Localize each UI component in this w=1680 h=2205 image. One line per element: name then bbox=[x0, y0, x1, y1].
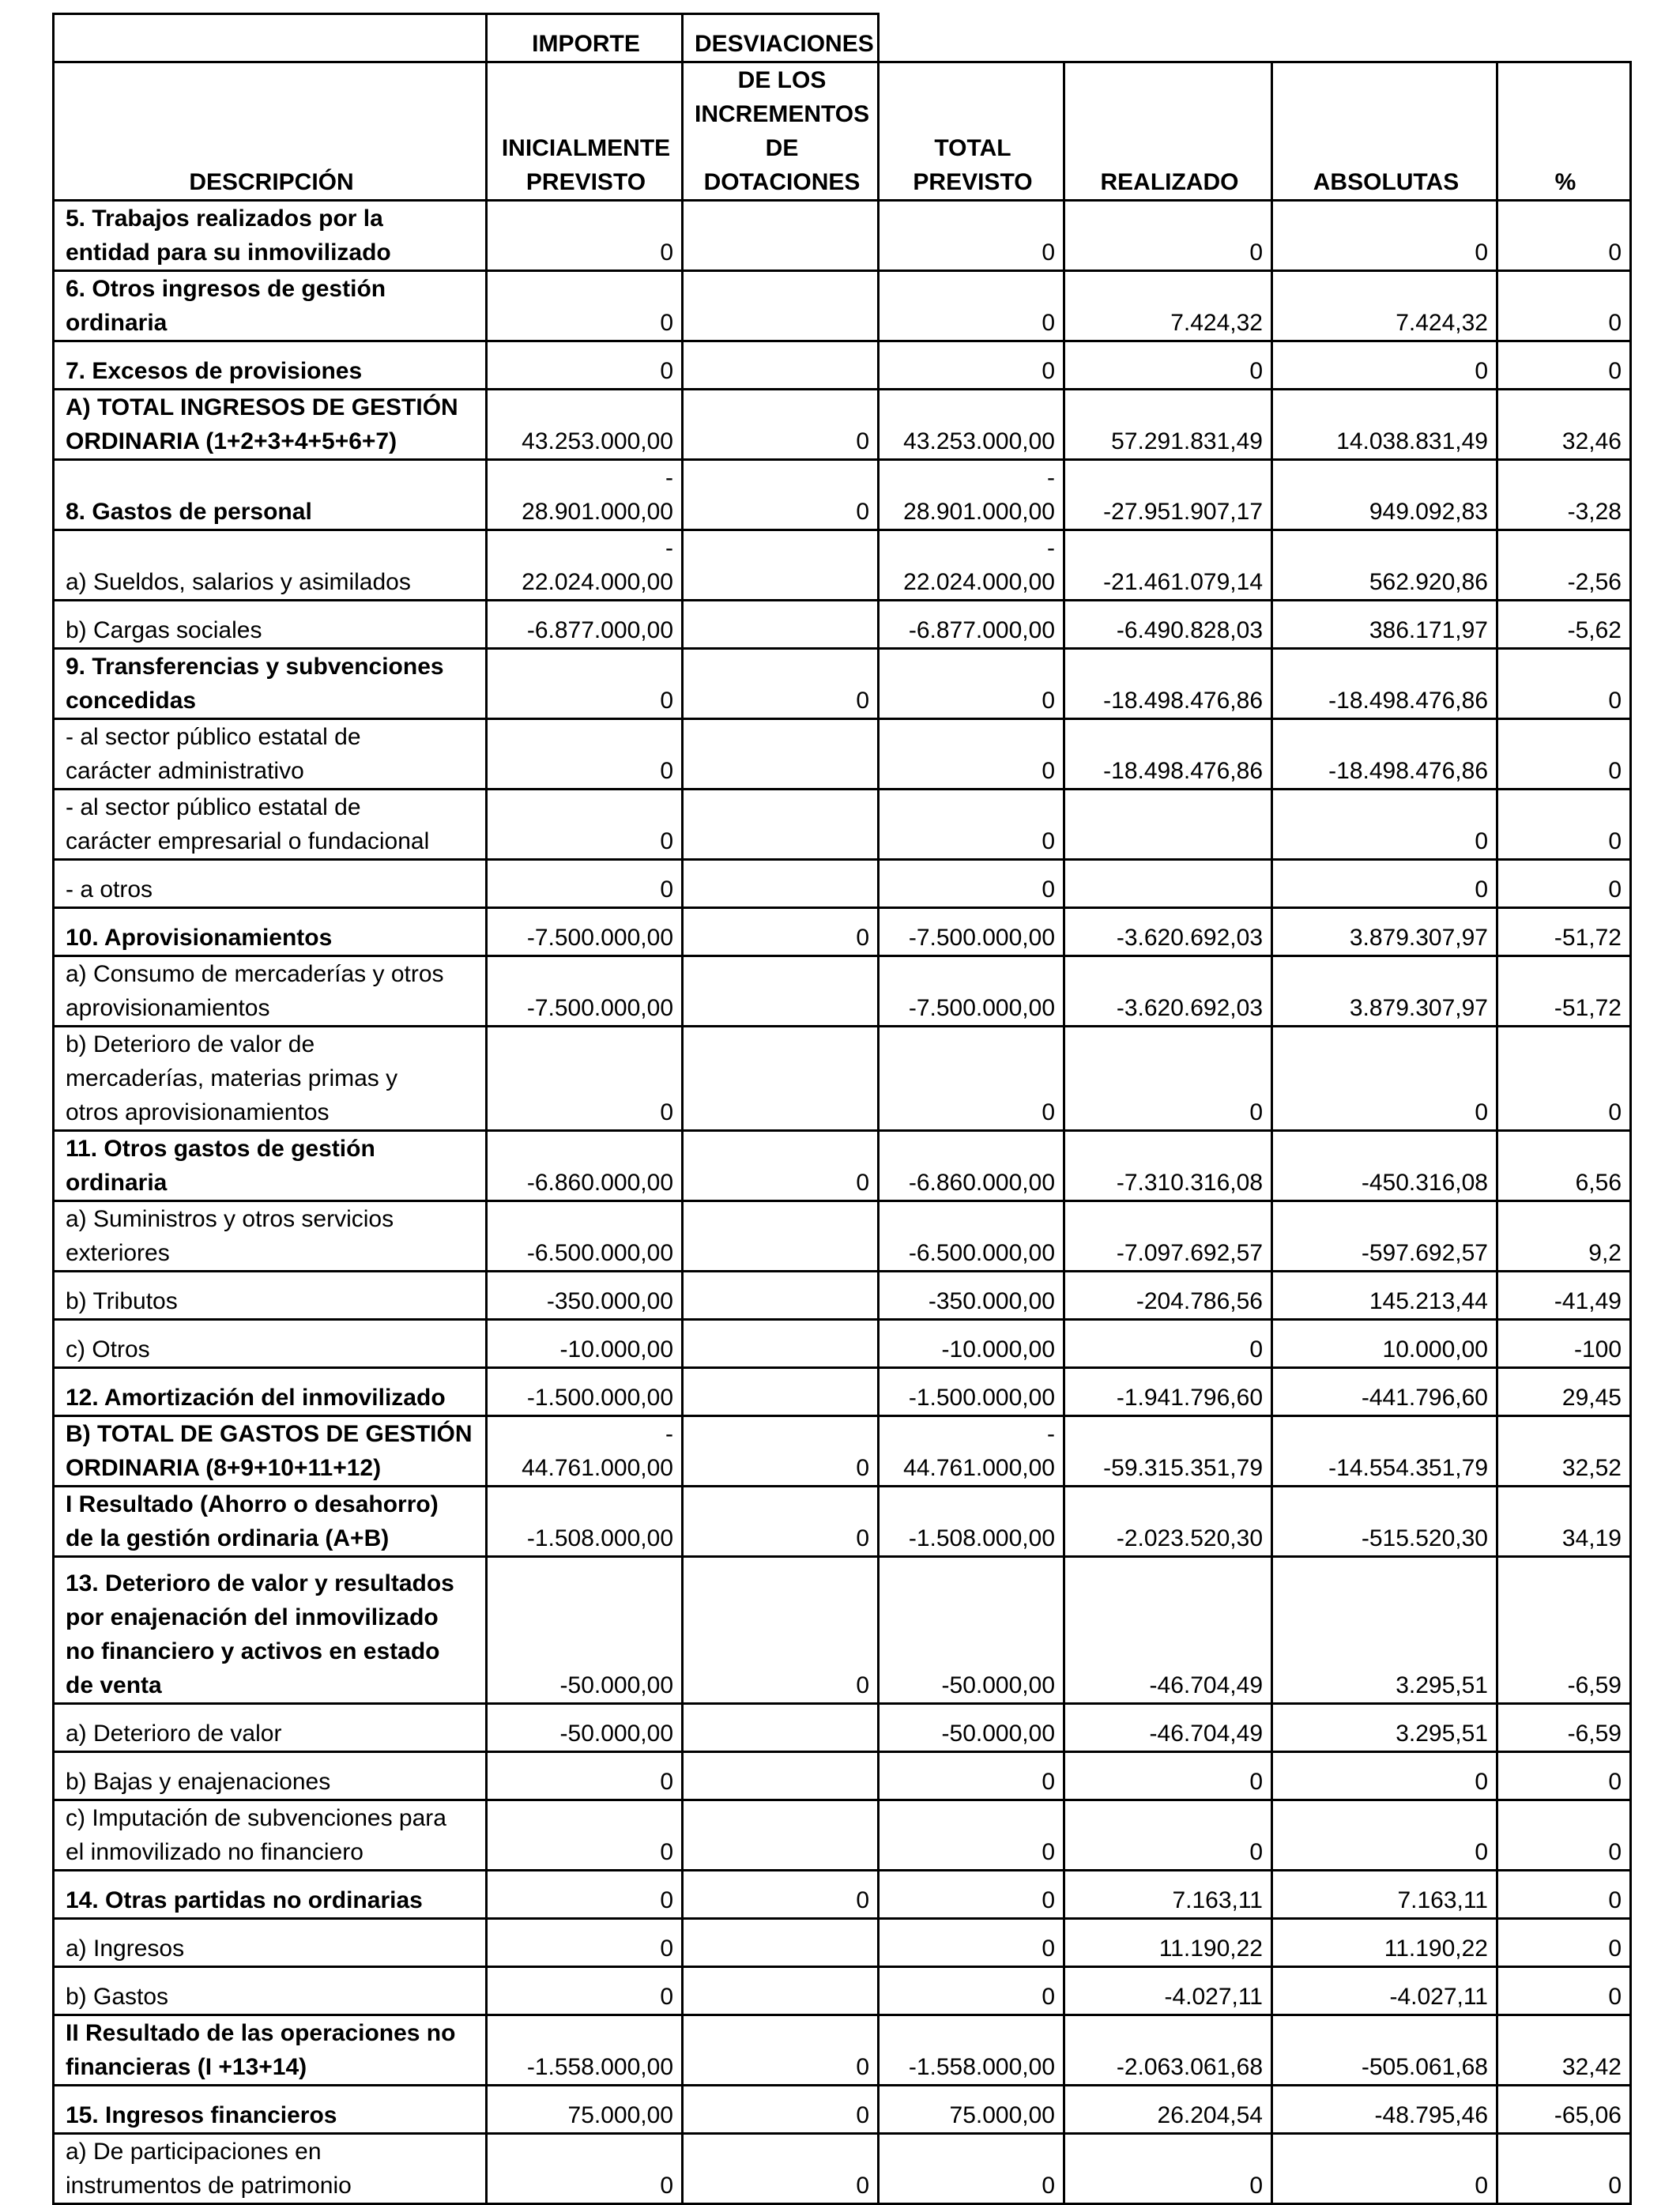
cell-realizado: -59.315.351,79 bbox=[1064, 1416, 1272, 1487]
cell-realizado: -4.027,11 bbox=[1064, 1967, 1272, 2015]
cell-realizado: 11.190,22 bbox=[1064, 1919, 1272, 1967]
cell-absolutas: -18.498.476,86 bbox=[1272, 719, 1497, 790]
cell-realizado: 7.424,32 bbox=[1064, 271, 1272, 341]
cell-absolutas: -48.795,46 bbox=[1272, 2086, 1497, 2134]
cell-incrementos-dotaciones: 0 bbox=[683, 1131, 879, 1201]
cell-total-previsto: - 28.901.000,00 bbox=[879, 460, 1064, 530]
cell-total-previsto: -50.000,00 bbox=[879, 1704, 1064, 1752]
cell-absolutas: 7.424,32 bbox=[1272, 271, 1497, 341]
budget-table bbox=[52, 13, 1632, 2205]
header-porcentaje: % bbox=[1497, 62, 1631, 201]
cell-total-previsto: -1.558.000,00 bbox=[879, 2015, 1064, 2086]
cell-total-previsto: 0 bbox=[879, 201, 1064, 271]
header-realizado: REALIZADO bbox=[1064, 62, 1272, 201]
cell-total-previsto: - 22.024.000,00 bbox=[879, 530, 1064, 601]
cell-incrementos-dotaciones bbox=[683, 1027, 879, 1131]
cell-inicialmente-previsto: - 28.901.000,00 bbox=[487, 460, 683, 530]
cell-descripcion: a) De participaciones en instrumentos de patrimonio bbox=[54, 2134, 487, 2204]
cell-descripcion: a) Sueldos, salarios y asimilados bbox=[54, 530, 487, 601]
cell-descripcion: - al sector público estatal de carácter empresarial o fundacional bbox=[54, 790, 487, 860]
cell-inicialmente-previsto: -1.500.000,00 bbox=[487, 1368, 683, 1416]
cell-descripcion: a) Ingresos bbox=[54, 1919, 487, 1967]
cell-inicialmente-previsto: 0 bbox=[487, 1967, 683, 2015]
cell-incrementos-dotaciones bbox=[683, 271, 879, 341]
cell-porcentaje: 29,45 bbox=[1497, 1368, 1631, 1416]
cell-porcentaje: 0 bbox=[1497, 860, 1631, 908]
cell-realizado: 0 bbox=[1064, 341, 1272, 390]
cell-total-previsto: 75.000,00 bbox=[879, 2086, 1064, 2134]
table-row bbox=[54, 1027, 1631, 1131]
cell-total-previsto: - 44.761.000,00 bbox=[879, 1416, 1064, 1487]
cell-descripcion: - a otros bbox=[54, 860, 487, 908]
cell-incrementos-dotaciones: 0 bbox=[683, 2015, 879, 2086]
cell-inicialmente-previsto: -50.000,00 bbox=[487, 1557, 683, 1704]
cell-total-previsto: -6.500.000,00 bbox=[879, 1201, 1064, 1272]
cell-absolutas: 145.213,44 bbox=[1272, 1272, 1497, 1320]
cell-descripcion: a) Deterioro de valor bbox=[54, 1704, 487, 1752]
cell-total-previsto: -6.860.000,00 bbox=[879, 1131, 1064, 1201]
cell-realizado: -21.461.079,14 bbox=[1064, 530, 1272, 601]
cell-descripcion: b) Deterioro de valor de mercaderías, materias primas y otros aprovisionamientos bbox=[54, 1027, 487, 1131]
cell-descripcion: II Resultado de las operaciones no financieras (I +13+14) bbox=[54, 2015, 487, 2086]
cell-absolutas: 949.092,83 bbox=[1272, 460, 1497, 530]
cell-absolutas: -18.498.476,86 bbox=[1272, 649, 1497, 719]
cell-incrementos-dotaciones: 0 bbox=[683, 460, 879, 530]
table-row bbox=[54, 1557, 1631, 1704]
table-row bbox=[54, 1131, 1631, 1201]
cell-porcentaje: 0 bbox=[1497, 1919, 1631, 1967]
cell-incrementos-dotaciones bbox=[683, 719, 879, 790]
cell-porcentaje: 0 bbox=[1497, 1027, 1631, 1131]
cell-absolutas: 3.295,51 bbox=[1272, 1704, 1497, 1752]
cell-descripcion: 9. Transferencias y subvenciones concedidas bbox=[54, 649, 487, 719]
header-incrementos-dotaciones: DE LOS INCREMENTOS DE DOTACIONES bbox=[683, 62, 879, 201]
cell-porcentaje: 0 bbox=[1497, 1752, 1631, 1800]
cell-porcentaje: -51,72 bbox=[1497, 908, 1631, 956]
cell-total-previsto: 0 bbox=[879, 860, 1064, 908]
header-descripcion: DESCRIPCIÓN bbox=[54, 62, 487, 201]
cell-descripcion: b) Cargas sociales bbox=[54, 601, 487, 649]
table-row bbox=[54, 2086, 1631, 2134]
cell-incrementos-dotaciones: 0 bbox=[683, 649, 879, 719]
cell-inicialmente-previsto: -7.500.000,00 bbox=[487, 908, 683, 956]
cell-absolutas: 0 bbox=[1272, 1800, 1497, 1871]
cell-descripcion: A) TOTAL INGRESOS DE GESTIÓN ORDINARIA (1+2+3+4+5+6+7) bbox=[54, 390, 487, 460]
cell-inicialmente-previsto: -350.000,00 bbox=[487, 1272, 683, 1320]
cell-inicialmente-previsto: 0 bbox=[487, 649, 683, 719]
cell-descripcion: c) Otros bbox=[54, 1320, 487, 1368]
table-row bbox=[54, 860, 1631, 908]
cell-porcentaje: -65,06 bbox=[1497, 2086, 1631, 2134]
cell-realizado: -27.951.907,17 bbox=[1064, 460, 1272, 530]
table-row bbox=[54, 601, 1631, 649]
table-row bbox=[54, 956, 1631, 1027]
table-row bbox=[54, 1752, 1631, 1800]
cell-total-previsto: 0 bbox=[879, 2134, 1064, 2204]
cell-absolutas: 14.038.831,49 bbox=[1272, 390, 1497, 460]
table-row bbox=[54, 2015, 1631, 2086]
header-blank bbox=[879, 14, 1631, 62]
cell-descripcion: a) Consumo de mercaderías y otros aprovisionamientos bbox=[54, 956, 487, 1027]
cell-descripcion: 11. Otros gastos de gestión ordinaria bbox=[54, 1131, 487, 1201]
cell-absolutas: 0 bbox=[1272, 1027, 1497, 1131]
cell-descripcion: 8. Gastos de personal bbox=[54, 460, 487, 530]
cell-realizado: -2.023.520,30 bbox=[1064, 1487, 1272, 1557]
cell-realizado: -3.620.692,03 bbox=[1064, 908, 1272, 956]
cell-incrementos-dotaciones: 0 bbox=[683, 1416, 879, 1487]
cell-total-previsto: 0 bbox=[879, 271, 1064, 341]
header-inicialmente-previsto: INICIALMENTE PREVISTO bbox=[487, 62, 683, 201]
cell-realizado: 0 bbox=[1064, 2134, 1272, 2204]
cell-porcentaje: 0 bbox=[1497, 1871, 1631, 1919]
cell-descripcion: B) TOTAL DE GASTOS DE GESTIÓN ORDINARIA (8+9+10+11+12) bbox=[54, 1416, 487, 1487]
cell-descripcion: - al sector público estatal de carácter administrativo bbox=[54, 719, 487, 790]
cell-porcentaje: -41,49 bbox=[1497, 1272, 1631, 1320]
table-row bbox=[54, 1704, 1631, 1752]
cell-realizado: 57.291.831,49 bbox=[1064, 390, 1272, 460]
cell-descripcion: 12. Amortización del inmovilizado bbox=[54, 1368, 487, 1416]
header-row bbox=[54, 62, 1631, 201]
cell-descripcion: 5. Trabajos realizados por la entidad para su inmovilizado bbox=[54, 201, 487, 271]
cell-inicialmente-previsto: 43.253.000,00 bbox=[487, 390, 683, 460]
cell-porcentaje: 32,42 bbox=[1497, 2015, 1631, 2086]
cell-porcentaje: 0 bbox=[1497, 1800, 1631, 1871]
cell-porcentaje: 0 bbox=[1497, 790, 1631, 860]
cell-absolutas: 0 bbox=[1272, 790, 1497, 860]
cell-absolutas: 0 bbox=[1272, 201, 1497, 271]
cell-absolutas: 0 bbox=[1272, 1752, 1497, 1800]
cell-incrementos-dotaciones bbox=[683, 860, 879, 908]
table-row bbox=[54, 1201, 1631, 1272]
cell-porcentaje: 0 bbox=[1497, 2134, 1631, 2204]
cell-inicialmente-previsto: 0 bbox=[487, 1871, 683, 1919]
cell-inicialmente-previsto: 0 bbox=[487, 790, 683, 860]
cell-porcentaje: -3,28 bbox=[1497, 460, 1631, 530]
cell-realizado bbox=[1064, 860, 1272, 908]
cell-realizado: -3.620.692,03 bbox=[1064, 956, 1272, 1027]
cell-porcentaje: 0 bbox=[1497, 271, 1631, 341]
table-row bbox=[54, 271, 1631, 341]
cell-absolutas: 0 bbox=[1272, 341, 1497, 390]
cell-descripcion: I Resultado (Ahorro o desahorro) de la gestión ordinaria (A+B) bbox=[54, 1487, 487, 1557]
table-row bbox=[54, 390, 1631, 460]
cell-absolutas: -597.692,57 bbox=[1272, 1201, 1497, 1272]
cell-absolutas: 562.920,86 bbox=[1272, 530, 1497, 601]
cell-incrementos-dotaciones bbox=[683, 1919, 879, 1967]
table-row bbox=[54, 1800, 1631, 1871]
cell-absolutas: -4.027,11 bbox=[1272, 1967, 1497, 2015]
cell-realizado: 0 bbox=[1064, 1800, 1272, 1871]
cell-incrementos-dotaciones: 0 bbox=[683, 1487, 879, 1557]
cell-incrementos-dotaciones: 0 bbox=[683, 2086, 879, 2134]
cell-realizado: -2.063.061,68 bbox=[1064, 2015, 1272, 2086]
table-row bbox=[54, 1871, 1631, 1919]
cell-absolutas: 386.171,97 bbox=[1272, 601, 1497, 649]
cell-realizado: -7.310.316,08 bbox=[1064, 1131, 1272, 1201]
cell-total-previsto: 0 bbox=[879, 649, 1064, 719]
cell-realizado: -46.704,49 bbox=[1064, 1557, 1272, 1704]
cell-porcentaje: 9,2 bbox=[1497, 1201, 1631, 1272]
cell-absolutas: 3.295,51 bbox=[1272, 1557, 1497, 1704]
cell-descripcion: 6. Otros ingresos de gestión ordinaria bbox=[54, 271, 487, 341]
cell-inicialmente-previsto: -10.000,00 bbox=[487, 1320, 683, 1368]
cell-inicialmente-previsto: 0 bbox=[487, 1027, 683, 1131]
cell-realizado: 0 bbox=[1064, 1027, 1272, 1131]
cell-total-previsto: 0 bbox=[879, 719, 1064, 790]
cell-realizado: -18.498.476,86 bbox=[1064, 719, 1272, 790]
cell-inicialmente-previsto: 0 bbox=[487, 271, 683, 341]
header-row-top bbox=[54, 14, 1631, 62]
cell-incrementos-dotaciones bbox=[683, 1704, 879, 1752]
cell-inicialmente-previsto: - 22.024.000,00 bbox=[487, 530, 683, 601]
cell-inicialmente-previsto: 75.000,00 bbox=[487, 2086, 683, 2134]
header-total-previsto: TOTAL PREVISTO bbox=[879, 62, 1064, 201]
cell-inicialmente-previsto: 0 bbox=[487, 1800, 683, 1871]
cell-incrementos-dotaciones bbox=[683, 1201, 879, 1272]
table-row bbox=[54, 1919, 1631, 1967]
cell-inicialmente-previsto: -6.500.000,00 bbox=[487, 1201, 683, 1272]
cell-incrementos-dotaciones bbox=[683, 956, 879, 1027]
cell-total-previsto: -10.000,00 bbox=[879, 1320, 1064, 1368]
cell-total-previsto: -6.877.000,00 bbox=[879, 601, 1064, 649]
cell-porcentaje: -100 bbox=[1497, 1320, 1631, 1368]
cell-porcentaje: -6,59 bbox=[1497, 1704, 1631, 1752]
cell-incrementos-dotaciones: 0 bbox=[683, 2134, 879, 2204]
cell-descripcion: 15. Ingresos financieros bbox=[54, 2086, 487, 2134]
cell-porcentaje: 34,19 bbox=[1497, 1487, 1631, 1557]
cell-total-previsto: 0 bbox=[879, 1752, 1064, 1800]
cell-total-previsto: -1.500.000,00 bbox=[879, 1368, 1064, 1416]
cell-total-previsto: -50.000,00 bbox=[879, 1557, 1064, 1704]
cell-porcentaje: 0 bbox=[1497, 201, 1631, 271]
cell-incrementos-dotaciones bbox=[683, 341, 879, 390]
cell-incrementos-dotaciones bbox=[683, 1800, 879, 1871]
cell-realizado: -1.941.796,60 bbox=[1064, 1368, 1272, 1416]
cell-realizado: 7.163,11 bbox=[1064, 1871, 1272, 1919]
cell-porcentaje: -6,59 bbox=[1497, 1557, 1631, 1704]
cell-incrementos-dotaciones bbox=[683, 790, 879, 860]
cell-total-previsto: 0 bbox=[879, 1919, 1064, 1967]
cell-absolutas: 0 bbox=[1272, 860, 1497, 908]
cell-inicialmente-previsto: 0 bbox=[487, 201, 683, 271]
cell-total-previsto: 0 bbox=[879, 1967, 1064, 2015]
header-cell-importe: IMPORTE bbox=[487, 14, 683, 62]
cell-porcentaje: 0 bbox=[1497, 1967, 1631, 2015]
cell-porcentaje: 6,56 bbox=[1497, 1131, 1631, 1201]
cell-incrementos-dotaciones bbox=[683, 530, 879, 601]
cell-incrementos-dotaciones: 0 bbox=[683, 1557, 879, 1704]
cell-realizado: -18.498.476,86 bbox=[1064, 649, 1272, 719]
cell-total-previsto: 0 bbox=[879, 1027, 1064, 1131]
cell-absolutas: 11.190,22 bbox=[1272, 1919, 1497, 1967]
cell-total-previsto: -350.000,00 bbox=[879, 1272, 1064, 1320]
cell-inicialmente-previsto: 0 bbox=[487, 2134, 683, 2204]
cell-descripcion: b) Tributos bbox=[54, 1272, 487, 1320]
cell-porcentaje: 32,52 bbox=[1497, 1416, 1631, 1487]
cell-absolutas: -515.520,30 bbox=[1272, 1487, 1497, 1557]
cell-absolutas: -450.316,08 bbox=[1272, 1131, 1497, 1201]
cell-descripcion: 13. Deterioro de valor y resultados por enajenación del inmovilizado no financiero y activos en estado de venta bbox=[54, 1557, 487, 1704]
header-absolutas: ABSOLUTAS bbox=[1272, 62, 1497, 201]
cell-inicialmente-previsto: -1.508.000,00 bbox=[487, 1487, 683, 1557]
cell-porcentaje: 0 bbox=[1497, 719, 1631, 790]
table-row bbox=[54, 1416, 1631, 1487]
cell-inicialmente-previsto: -1.558.000,00 bbox=[487, 2015, 683, 2086]
table-row bbox=[54, 1967, 1631, 2015]
table-row bbox=[54, 649, 1631, 719]
cell-absolutas: 7.163,11 bbox=[1272, 1871, 1497, 1919]
cell-descripcion: 14. Otras partidas no ordinarias bbox=[54, 1871, 487, 1919]
cell-absolutas: -441.796,60 bbox=[1272, 1368, 1497, 1416]
cell-descripcion: 10. Aprovisionamientos bbox=[54, 908, 487, 956]
cell-porcentaje: -5,62 bbox=[1497, 601, 1631, 649]
cell-realizado bbox=[1064, 790, 1272, 860]
table-row bbox=[54, 790, 1631, 860]
header-cell-desc-top bbox=[54, 14, 487, 62]
cell-realizado: 0 bbox=[1064, 201, 1272, 271]
cell-incrementos-dotaciones bbox=[683, 1967, 879, 2015]
cell-incrementos-dotaciones: 0 bbox=[683, 390, 879, 460]
table-row bbox=[54, 1320, 1631, 1368]
table-row bbox=[54, 908, 1631, 956]
cell-total-previsto: 0 bbox=[879, 1871, 1064, 1919]
cell-total-previsto: 0 bbox=[879, 1800, 1064, 1871]
cell-inicialmente-previsto: - 44.761.000,00 bbox=[487, 1416, 683, 1487]
header-cell-desviaciones: DESVIACIONES bbox=[683, 14, 879, 62]
cell-inicialmente-previsto: 0 bbox=[487, 719, 683, 790]
cell-incrementos-dotaciones bbox=[683, 1368, 879, 1416]
table-row bbox=[54, 460, 1631, 530]
cell-inicialmente-previsto: 0 bbox=[487, 860, 683, 908]
cell-total-previsto: -1.508.000,00 bbox=[879, 1487, 1064, 1557]
cell-total-previsto: -7.500.000,00 bbox=[879, 956, 1064, 1027]
cell-inicialmente-previsto: -6.860.000,00 bbox=[487, 1131, 683, 1201]
cell-realizado: 0 bbox=[1064, 1752, 1272, 1800]
cell-absolutas: 3.879.307,97 bbox=[1272, 956, 1497, 1027]
cell-absolutas: 0 bbox=[1272, 2134, 1497, 2204]
cell-incrementos-dotaciones: 0 bbox=[683, 1871, 879, 1919]
table-row bbox=[54, 719, 1631, 790]
table-row bbox=[54, 1487, 1631, 1557]
cell-absolutas: 10.000,00 bbox=[1272, 1320, 1497, 1368]
cell-inicialmente-previsto: 0 bbox=[487, 1752, 683, 1800]
cell-total-previsto: 0 bbox=[879, 341, 1064, 390]
cell-descripcion: 7. Excesos de provisiones bbox=[54, 341, 487, 390]
cell-incrementos-dotaciones: 0 bbox=[683, 908, 879, 956]
table-row bbox=[54, 341, 1631, 390]
table-row bbox=[54, 1368, 1631, 1416]
cell-inicialmente-previsto: -6.877.000,00 bbox=[487, 601, 683, 649]
cell-porcentaje: -51,72 bbox=[1497, 956, 1631, 1027]
cell-porcentaje: 32,46 bbox=[1497, 390, 1631, 460]
cell-absolutas: -505.061,68 bbox=[1272, 2015, 1497, 2086]
cell-total-previsto: -7.500.000,00 bbox=[879, 908, 1064, 956]
cell-inicialmente-previsto: 0 bbox=[487, 341, 683, 390]
cell-porcentaje: 0 bbox=[1497, 649, 1631, 719]
cell-absolutas: 3.879.307,97 bbox=[1272, 908, 1497, 956]
cell-realizado: -46.704,49 bbox=[1064, 1704, 1272, 1752]
cell-descripcion: a) Suministros y otros servicios exteriores bbox=[54, 1201, 487, 1272]
cell-realizado: 26.204,54 bbox=[1064, 2086, 1272, 2134]
cell-total-previsto: 43.253.000,00 bbox=[879, 390, 1064, 460]
cell-inicialmente-previsto: -50.000,00 bbox=[487, 1704, 683, 1752]
cell-descripcion: c) Imputación de subvenciones para el inmovilizado no financiero bbox=[54, 1800, 487, 1871]
cell-descripcion: b) Bajas y enajenaciones bbox=[54, 1752, 487, 1800]
table-row bbox=[54, 201, 1631, 271]
cell-incrementos-dotaciones bbox=[683, 201, 879, 271]
cell-incrementos-dotaciones bbox=[683, 1320, 879, 1368]
cell-total-previsto: 0 bbox=[879, 790, 1064, 860]
cell-porcentaje: 0 bbox=[1497, 341, 1631, 390]
cell-descripcion: b) Gastos bbox=[54, 1967, 487, 2015]
cell-porcentaje: -2,56 bbox=[1497, 530, 1631, 601]
cell-incrementos-dotaciones bbox=[683, 1272, 879, 1320]
cell-realizado: -6.490.828,03 bbox=[1064, 601, 1272, 649]
cell-incrementos-dotaciones bbox=[683, 1752, 879, 1800]
cell-realizado: 0 bbox=[1064, 1320, 1272, 1368]
table-row bbox=[54, 530, 1631, 601]
cell-realizado: -204.786,56 bbox=[1064, 1272, 1272, 1320]
cell-inicialmente-previsto: -7.500.000,00 bbox=[487, 956, 683, 1027]
cell-inicialmente-previsto: 0 bbox=[487, 1919, 683, 1967]
cell-realizado: -7.097.692,57 bbox=[1064, 1201, 1272, 1272]
cell-absolutas: -14.554.351,79 bbox=[1272, 1416, 1497, 1487]
table-row bbox=[54, 1272, 1631, 1320]
table-row bbox=[54, 2134, 1631, 2204]
cell-incrementos-dotaciones bbox=[683, 601, 879, 649]
